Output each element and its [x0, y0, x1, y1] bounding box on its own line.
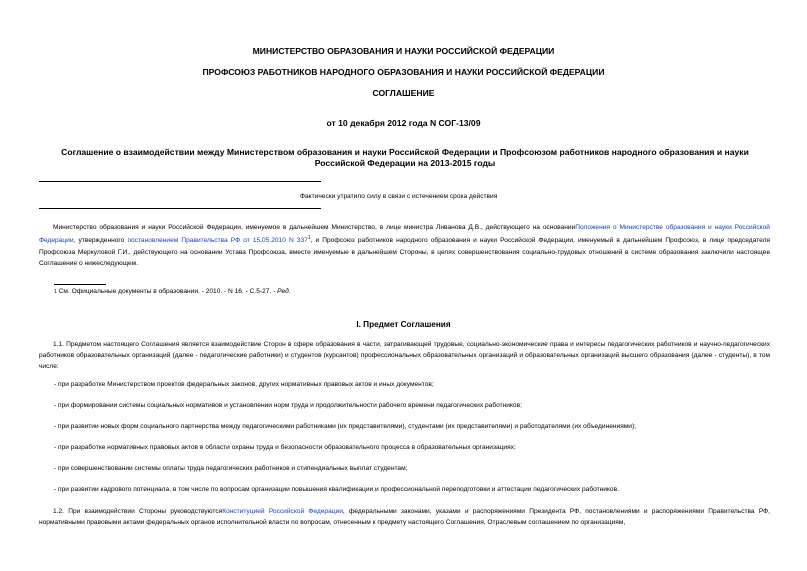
preamble-text-1: Министерство образования и науки Российской Федерации, именуемое в дальнейшем Министерство, в лице министра Ливанова Д.В., действующего на основании	[53, 224, 576, 231]
clause-1-2	[39, 506, 770, 528]
footnote-divider	[54, 284, 106, 285]
list-item: - при развитии новых форм социального партнерства между педагогическими работниками (их представителями), студентами (их представителями) и работодателями (их объединениями);	[54, 423, 637, 430]
footnote-ref: 1	[307, 235, 311, 242]
footnote-text: См. Официальные документы в образовании. - 2010. - N 16. - С.5-27. -	[58, 288, 276, 295]
document-title: Соглашение о взаимодействии между Министерством образования и науки Российской Федерации и Профсоюзом работников народного образования и науки Российской Федерации на 2013-2015 годы	[61, 147, 749, 168]
ministry-heading: МИНИСТЕРСТВО ОБРАЗОВАНИЯ И НАУКИ РОССИЙСКОЙ ФЕДЕРАЦИИ	[252, 46, 555, 56]
date-number: от 10 декабря 2012 года N СОГ-13/09	[326, 118, 481, 128]
clause-1-1: 1.1. Предметом настоящего Соглашения является взаимодействие Сторон в сфере образования в части, затрагивающей трудовые, социально-экономические права и интересы педагогических работников и научно-педагогических работников образовательных организаций (далее - педагогические работники) и студентов (курсантов) профессиональных образовательных организаций и образовательных организаций высшего образования (далее - студенты), в том числе:	[39, 341, 770, 371]
doc-type-heading: СОГЛАШЕНИЕ	[372, 88, 435, 98]
preamble-text-2: , утвержденного	[73, 237, 125, 245]
divider-bottom	[39, 208, 321, 209]
list-item: - при разработке Министерством проектов федеральных законов, других нормативных правовых актов и иных документов;	[54, 381, 434, 388]
constitution-link[interactable]: Конституцией Российской Федерации	[222, 508, 343, 515]
union-heading: ПРОФСОЮЗ РАБОТНИКОВ НАРОДНОГО ОБРАЗОВАНИЯ И НАУКИ РОССИЙСКОЙ ФЕДЕРАЦИИ	[202, 67, 605, 77]
clause-1-2-text-b: , федеральными законами, указами и распоряжениями Президента РФ, постановлениями и распоряжениями Правительства РФ, нормативными правовыми актами федеральных органов исполнительной власти по вопросам, отнесенным к предмету настоящего Соглашения, Отраслевым соглашением по организациям,	[39, 508, 770, 527]
divider-top	[39, 181, 321, 182]
government-decree-link[interactable]: постановлением Правительства РФ от 15.05.2010 N 337	[127, 237, 308, 245]
footnote	[54, 288, 291, 295]
footnote-editor: Ред.	[277, 288, 291, 295]
section-heading: I. Предмет Соглашения	[356, 320, 451, 329]
list-item: - при формировании системы социальных нормативов и установлении норм труда и продолжительности рабочего времени педагогических работников;	[54, 402, 522, 409]
status-note: Фактически утратило силу в связи с истечением срока действия	[300, 193, 498, 200]
list-item: - при развитии кадрового потенциала, в том числе по вопросам организации повышения квалификации и профессиональной переподготовки и аттестации педагогических работников.	[54, 486, 619, 493]
list-item: - при разработке нормативных правовых актов в области охраны труда и безопасности образовательного процесса в образовательных организациях;	[54, 444, 516, 451]
preamble-text-3: , и Профсоюз работников народного образования и науки Российской Федерации, именуемый в дальнейшем Профсоюз, в лице председателя Профсоюза Меркуловой Г.И., действующего на основании Устава Профсоюза, вместе именуемые в дальнейшем Стороны, в целях совершенствования социально-трудовых отношений в системе образования заключили настоящее Соглашение о нижеследующем.	[39, 237, 770, 267]
clause-1-2-text-a: 1.2. При взаимодействии Стороны руководствуются	[53, 508, 223, 515]
list-item: - при совершенствовании системы оплаты труда педагогических работников и стипендиальных выплат студентам;	[54, 465, 408, 472]
preamble-paragraph	[39, 222, 770, 269]
footnote-mark: 1	[54, 289, 57, 295]
regulation-link[interactable]: Положения о Министерстве образования и науки Российской Федерации	[39, 224, 770, 245]
